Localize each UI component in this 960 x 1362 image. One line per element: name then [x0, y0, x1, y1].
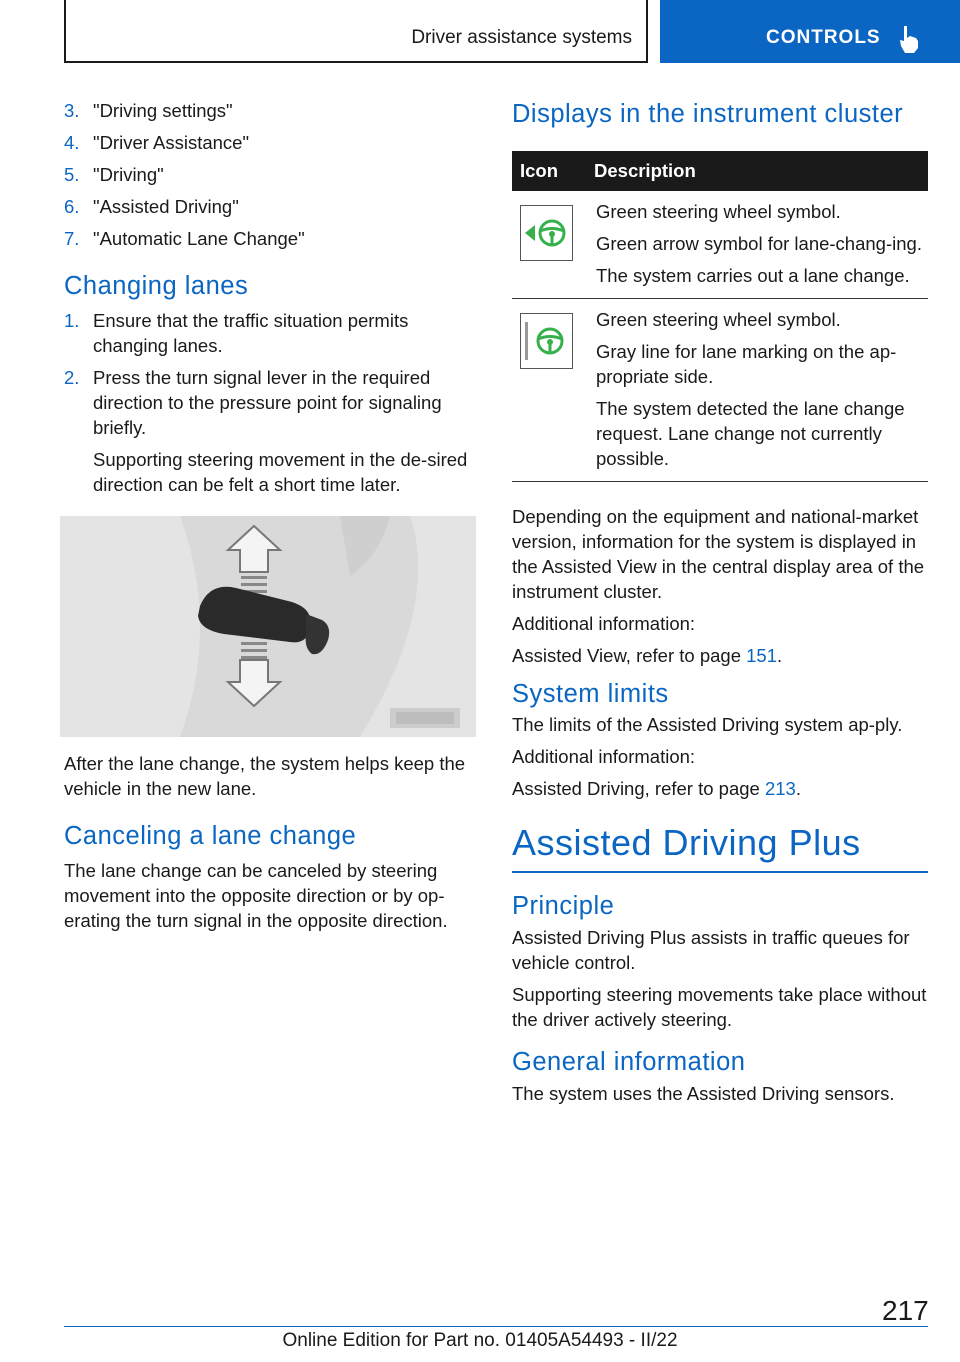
- list-text: "Driver Assistance": [93, 132, 250, 153]
- after-lane-change-text: After the lane change, the system helps keep the vehicle in the new lane.: [64, 753, 466, 799]
- left-column: [64, 98, 476, 933]
- description-cell: [586, 299, 928, 482]
- changing-lanes-steps: [64, 308, 476, 497]
- icon-cell: [512, 299, 586, 482]
- right-column: [512, 98, 928, 1106]
- chapter-tab: [660, 0, 960, 63]
- description-line: The system carries out a lane change.: [596, 265, 910, 286]
- assisted-view-reference: Assisted View, refer to page 151.: [512, 645, 783, 666]
- description-line: Gray line for lane marking on the ap-propriate side.: [596, 341, 897, 387]
- page-link-151[interactable]: 151: [746, 645, 777, 666]
- system-limits-text: The limits of the Assisted Driving system ap-ply.: [512, 714, 903, 735]
- description-line: Green steering wheel symbol.: [596, 201, 841, 222]
- col-desc-header: Description: [586, 151, 928, 191]
- title-rule: [512, 871, 928, 873]
- description-line: Green steering wheel symbol.: [596, 309, 841, 330]
- heading-changing-lanes: Changing lanes: [64, 272, 249, 300]
- description-cell: [586, 191, 928, 299]
- heading-system-limits: System limits: [512, 680, 669, 708]
- list-text: "Automatic Lane Change": [93, 228, 305, 249]
- menu-path-list: [64, 98, 476, 251]
- chapter-label: CONTROLS: [766, 27, 881, 48]
- table-row: [512, 191, 928, 299]
- heading-general-information: General information: [512, 1048, 746, 1076]
- turn-signal-lever-illustration: [60, 516, 476, 737]
- list-item: [64, 162, 476, 187]
- list-text: "Assisted Driving": [93, 196, 239, 217]
- footer-rule: [64, 1326, 928, 1327]
- list-number: 4.: [64, 132, 80, 153]
- heading-principle: Principle: [512, 892, 615, 920]
- table-row: [512, 299, 928, 482]
- canceling-text: The lane change can be canceled by steering movement into the opposite direction or by op-erating the turn signal in the opposite direction.: [64, 860, 448, 931]
- heading-assisted-driving-plus: Assisted Driving Plus: [512, 822, 861, 863]
- step-number: 2.: [64, 367, 80, 388]
- additional-info-label: Additional information:: [512, 746, 696, 767]
- page-link-213[interactable]: 213: [764, 778, 796, 799]
- step-text: Ensure that the traffic situation permits changing lanes.: [93, 310, 409, 356]
- turn-signal-lever-drawing: [60, 516, 476, 737]
- pointing-hand-icon: [898, 24, 920, 54]
- header-section-box: [64, 0, 648, 63]
- heading-canceling-lane-change: Canceling a lane change: [64, 822, 357, 850]
- additional-info-label: Additional information:: [512, 613, 696, 634]
- step-item: [64, 365, 476, 497]
- list-number: 6.: [64, 196, 80, 217]
- list-number: 3.: [64, 100, 80, 121]
- footer-edition: Online Edition for Part no. 01405A54493 - II/22: [282, 1330, 678, 1351]
- icon-table-header: [512, 151, 928, 191]
- list-item: [64, 98, 476, 123]
- list-item: [64, 130, 476, 155]
- step-item: [64, 308, 476, 358]
- list-item: [64, 226, 476, 251]
- green-steering-wheel-arrow-icon: [520, 205, 573, 261]
- heading-displays: Displays in the instrument cluster: [512, 100, 904, 128]
- list-text: "Driving settings": [93, 100, 233, 121]
- header-section-title: Driver assistance systems: [411, 27, 632, 48]
- description-line: The system detected the lane change request. Lane change not currently possible.: [596, 398, 905, 469]
- list-number: 7.: [64, 228, 80, 249]
- step-number: 1.: [64, 310, 80, 331]
- step-text: Press the turn signal lever in the required direction to the pressure point for signaling briefly.: [93, 367, 442, 438]
- step-note: Supporting steering movement in the de-sired direction can be felt a short time later.: [93, 449, 468, 495]
- col-icon-header: Icon: [512, 151, 586, 191]
- general-information-text: The system uses the Assisted Driving sensors.: [512, 1083, 895, 1104]
- page-number: 217: [882, 1295, 929, 1326]
- icon-table: [512, 151, 928, 482]
- depending-text: Depending on the equipment and national-market version, information for the system is displayed in the Assisted View in the central display area of the instrument cluster.: [512, 506, 925, 602]
- assisted-driving-reference: Assisted Driving, refer to page 213.: [512, 778, 801, 799]
- list-item: [64, 194, 476, 219]
- green-steering-wheel-gray-line-icon: [520, 313, 573, 369]
- principle-text: Supporting steering movements take place without the driver actively steering.: [512, 984, 927, 1030]
- principle-text: Assisted Driving Plus assists in traffic queues for vehicle control.: [512, 927, 910, 973]
- list-text: "Driving": [93, 164, 164, 185]
- description-line: Green arrow symbol for lane-chang-ing.: [596, 233, 922, 254]
- list-number: 5.: [64, 164, 80, 185]
- icon-cell: [512, 191, 586, 299]
